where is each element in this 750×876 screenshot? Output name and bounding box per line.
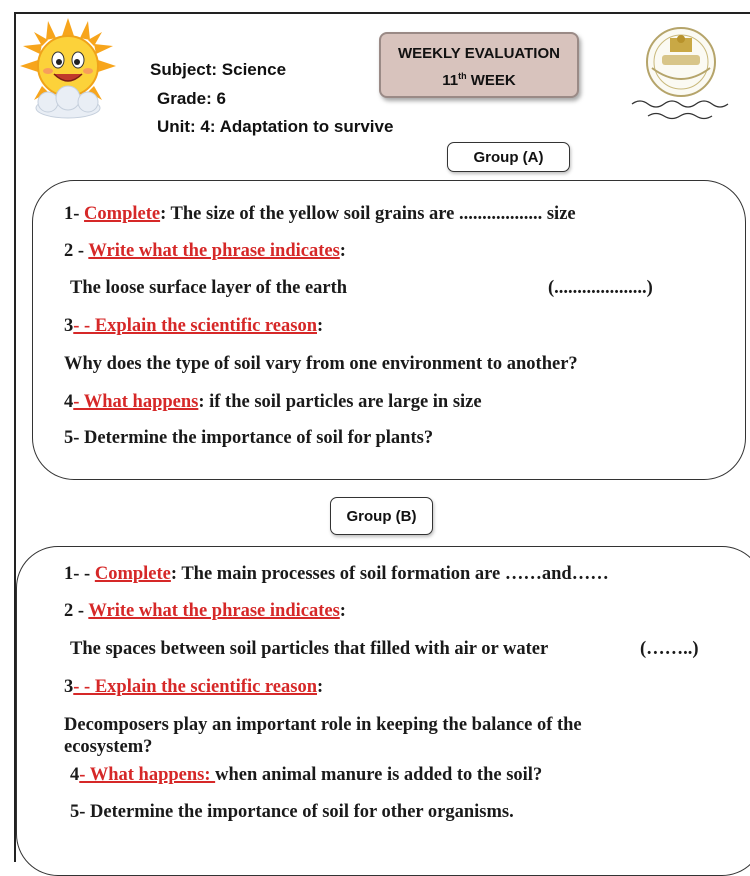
group-a-q3-text: Why does the type of soil vary from one environment to another? — [64, 354, 578, 374]
group-b-q2-blank: (……..) — [640, 639, 699, 659]
b-q2-number: 2 - — [64, 601, 89, 621]
group-b-q5: 5- Determine the importance of soil for other organisms. — [70, 802, 514, 822]
group-b-q1 — [64, 564, 609, 585]
b-q2-instruction: Write what the phrase indicates — [88, 601, 340, 621]
group-a-q2 — [64, 241, 346, 262]
group-a-q3 — [64, 316, 323, 337]
group-a-label: Group (A) — [447, 142, 570, 172]
group-b-label: Group (B) — [330, 497, 433, 535]
q4-number: 4 — [64, 392, 74, 412]
group-a-q2-blank: (....................) — [548, 278, 653, 298]
q2-colon: : — [339, 241, 346, 261]
q3-number: 3 — [64, 316, 74, 336]
b-q3-instruction: - - Explain the scientific reason — [73, 677, 317, 697]
b-q2-colon: : — [339, 601, 346, 621]
group-b-panel — [16, 546, 750, 876]
q1-number: 1- — [64, 204, 85, 224]
b-q3-number: 3 — [64, 677, 74, 697]
q2-number: 2 - — [64, 241, 89, 261]
group-b-q2-text: The spaces between soil particles that filled with air or water — [70, 639, 549, 659]
group-a-q2-text: The loose surface layer of the earth — [70, 278, 348, 298]
week-number: 11 — [442, 72, 459, 89]
b-q1-number: 1- - — [64, 564, 95, 584]
title-line2 — [381, 65, 577, 92]
group-b-q4 — [70, 765, 542, 786]
title-line1: WEEKLY EVALUATION — [398, 45, 560, 62]
group-a-q4 — [64, 392, 482, 413]
b-q4-instruction: - What happens: — [79, 765, 216, 785]
q4-text: : if the soil particles are large in size — [198, 392, 482, 412]
q4-instruction: - What happens — [73, 392, 199, 412]
sun-cloud-icon — [18, 16, 118, 120]
group-b-q3-text-line2: ecosystem? — [64, 737, 153, 757]
b-q1-text: : The main processes of soil formation are ……and…… — [170, 564, 609, 584]
q1-instruction: Complete — [84, 204, 161, 224]
group-a-q5: 5- Determine the importance of soil for plants? — [64, 428, 434, 448]
group-a-q1 — [64, 204, 576, 225]
b-q1-instruction: Complete — [94, 564, 171, 584]
week-suffix: th — [458, 71, 467, 81]
group-b-q3-text-line1: Decomposers play an important role in keeping the balance of the — [64, 715, 582, 735]
ministry-seal-logo — [622, 24, 740, 124]
q2-instruction: Write what the phrase indicates — [88, 241, 340, 261]
b-q3-colon: : — [317, 677, 324, 697]
q1-text: : The size of the yellow soil grains are .................. size — [160, 204, 576, 224]
group-b-q3 — [64, 677, 323, 698]
unit-label: Unit: 4: Adaptation to survive — [157, 117, 394, 136]
subject-label: Subject: Science — [150, 60, 287, 79]
q3-colon: : — [317, 316, 324, 336]
b-q4-text: when animal manure is added to the soil? — [215, 765, 543, 785]
b-q4-number: 4 — [70, 765, 80, 785]
grade-label: Grade: 6 — [157, 89, 226, 108]
q3-instruction: - - Explain the scientific reason — [73, 316, 317, 336]
weekly-evaluation-title — [379, 32, 579, 98]
week-word: WEEK — [466, 72, 516, 89]
group-b-q2 — [64, 601, 346, 622]
